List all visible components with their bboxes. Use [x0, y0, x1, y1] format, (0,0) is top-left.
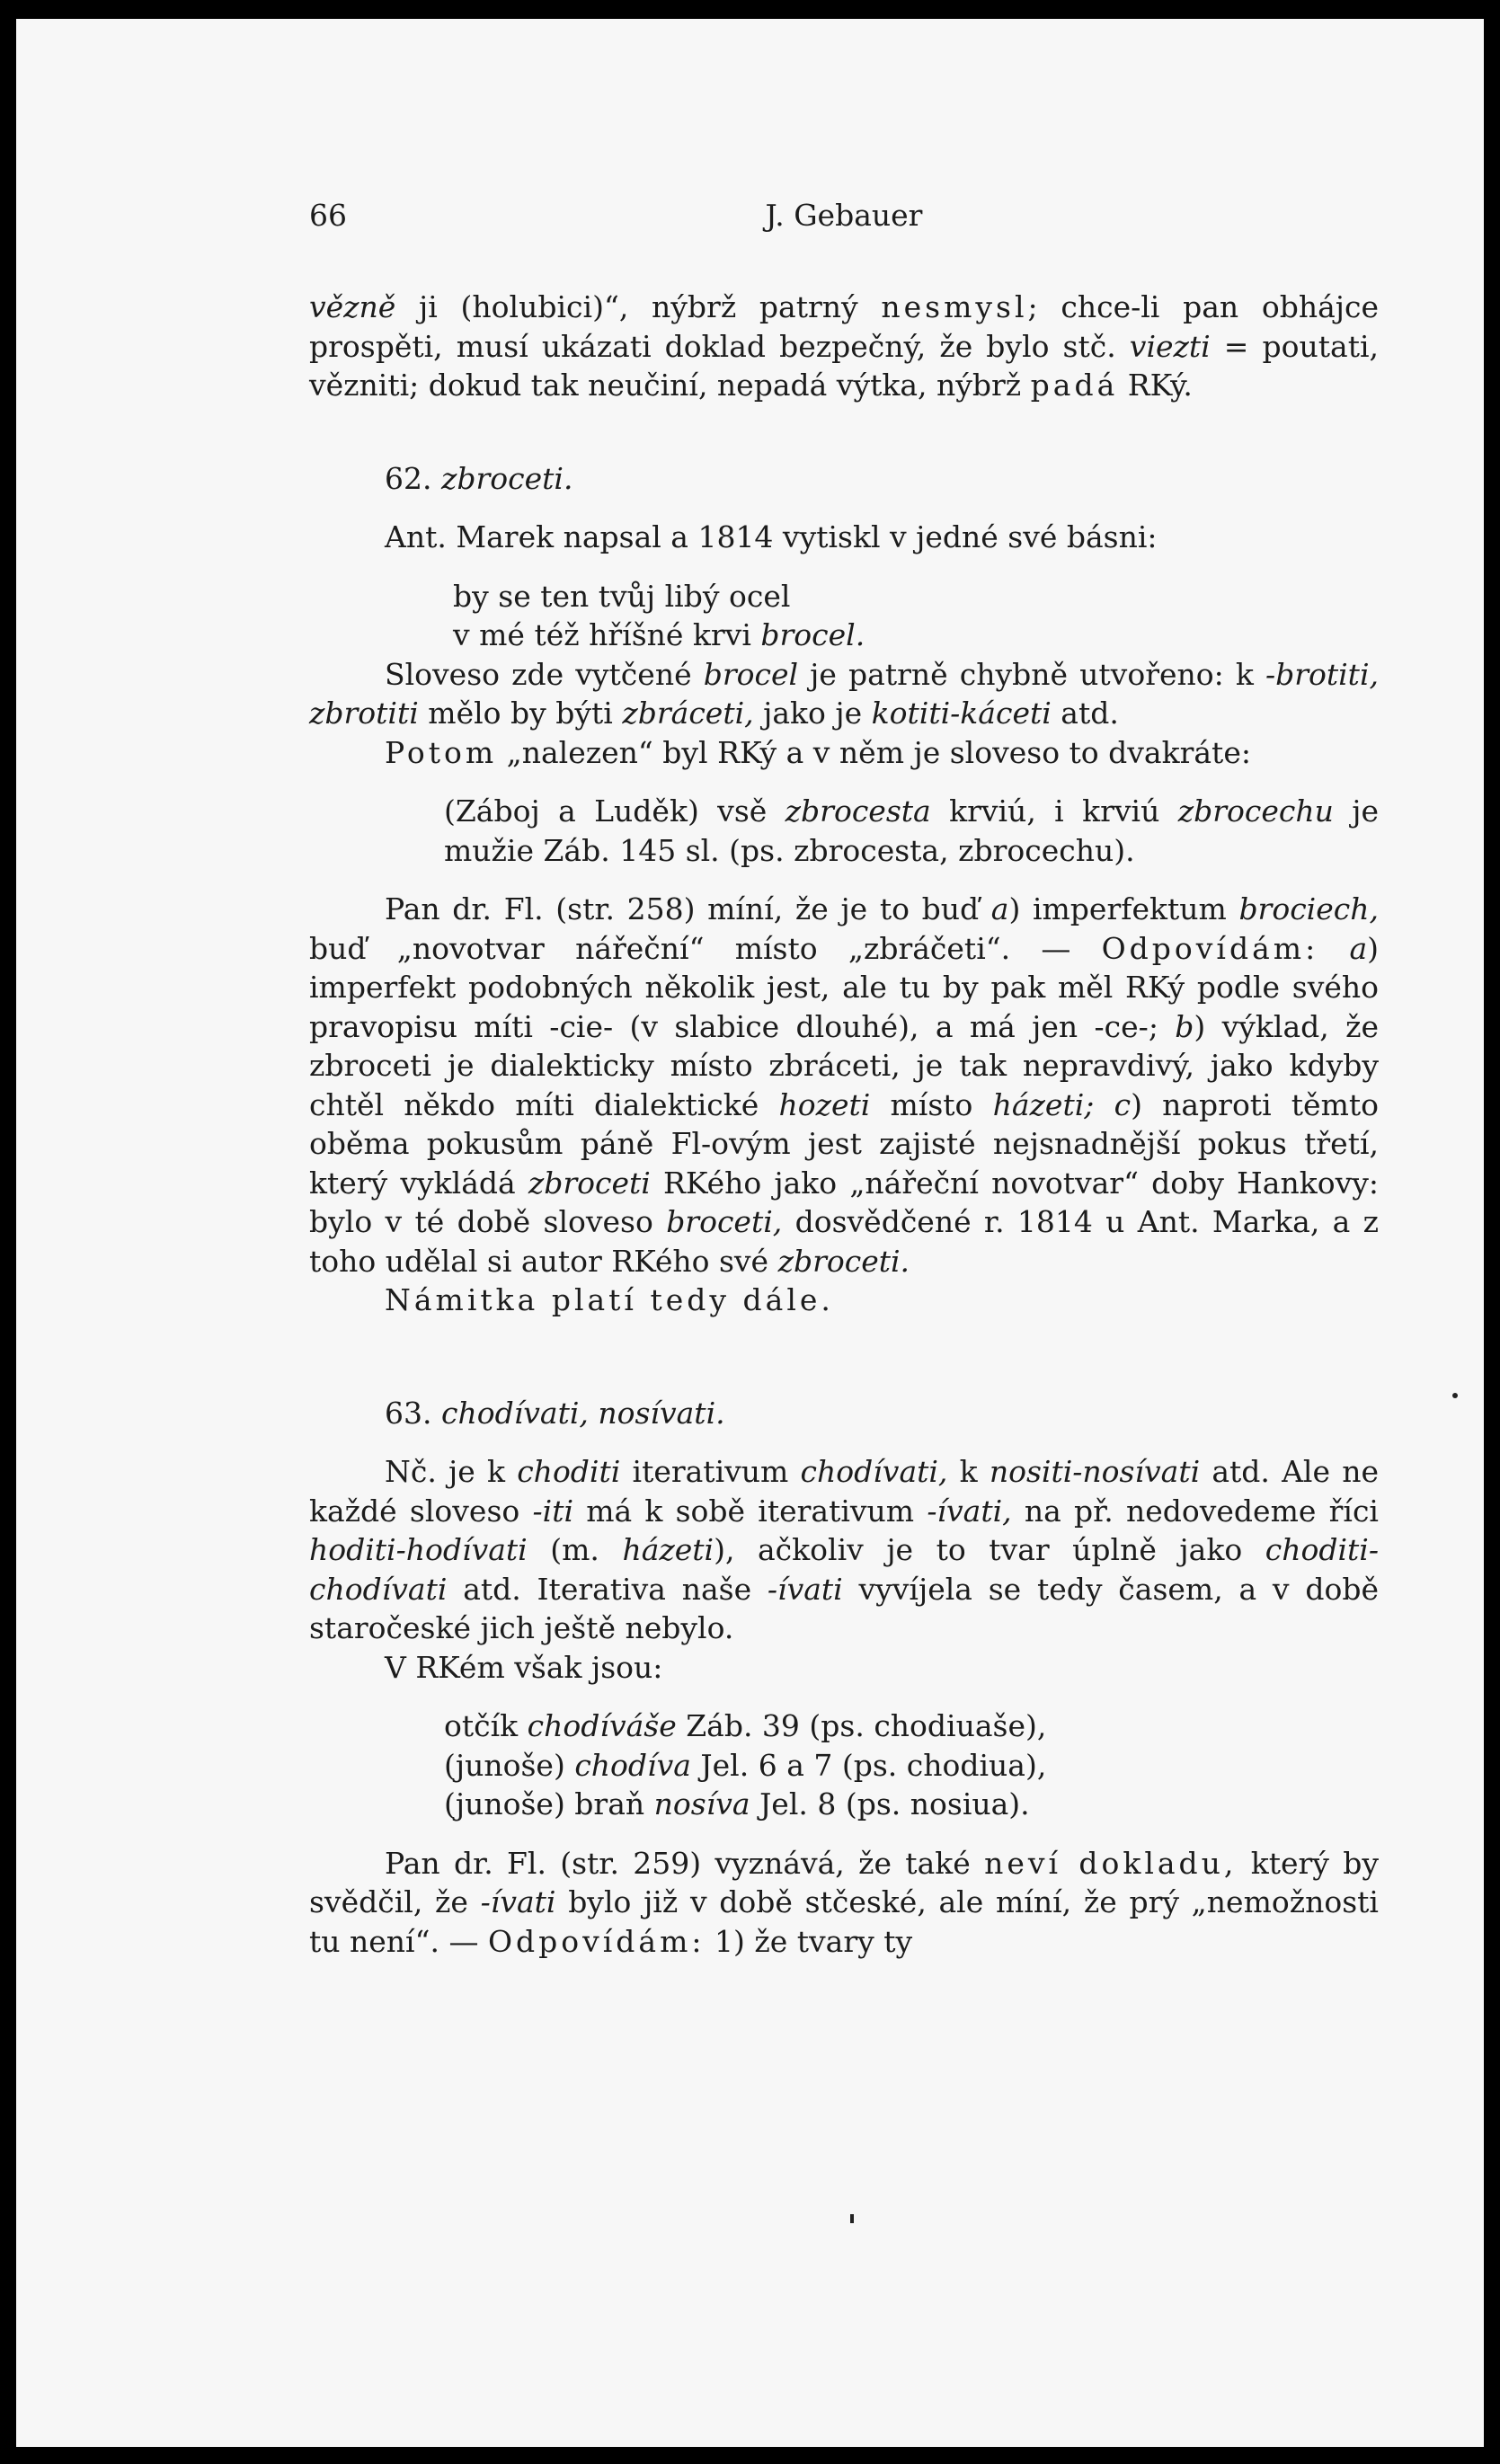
section-63-paragraph-2: V RKém však jsou: [385, 1649, 663, 1685]
section-62-paragraph-4: Pan dr. Fl. (str. 258) míní, že je to buď a) imperfektum brociech, buď „novotvar nářeční“ místo „zbráčeti“. — Odpovídám: a) imperfekt podobných několik jest, ale tu by pak měl RKý podle svého pravopisu míti -cie- (v slabice dlouhé), a má jen -ce-; b) výklad, že zbroceti je dialekticky místo zbráceti, je tak nepravdivý, jako kdyby chtěl někdo míti dialektické hozeti místo házeti; c) naproti těmto oběma pokusům páně Fl-ovým jest zajisté nejsnadnější pokus třetí, který vykládá zbroceti RKého jako „nářeční novotvar“ doby Hankovy: bylo v té době sloveso broceti, dosvědčené r. 1814 u Ant. Marka, a z toho udělal si autor RKého své zbroceti. [309, 891, 1380, 1279]
example-list [444, 1706, 1379, 1824]
section-63-paragraph-1: Nč. je k choditi iterativum chodívati, k nositi-nosívati atd. Ale ne každé sloveso -iti má k sobě iterativum -ívati, na př. nedovedeme říci hoditi-hodívati (m. házeti), ačkoliv je to tvar úplně jako choditi-chodívati atd. Iterativa naše -ívati vyvíjela se tedy časem, a v době staročeské jich ještě nebylo. [309, 1454, 1380, 1645]
section-62-paragraph-2: Sloveso zde vytčené brocel je patrně chybně utvořeno: k -brotiti, zbrotiti mělo by býti zbráceti, jako je kotiti-káceti atd. [309, 656, 1379, 731]
example-line-3: (junoše) braň nosíva Jel. 8 (ps. nosiua). [444, 1786, 1030, 1821]
page-header [309, 196, 1379, 239]
scan-speck [850, 2214, 854, 2223]
italic-word: viezti [1129, 328, 1211, 364]
section-number: 63. [385, 1395, 441, 1431]
text-run: ; chce-li pan obhájce prospěti, musí ukázati doklad bezpečný, že bylo stč. [309, 289, 1379, 364]
scan-edge [16, 16, 1484, 19]
spaced-emphasis: Odpovídám: [1101, 930, 1319, 966]
text-run: ji (holubici)“, nýbrž patrný [395, 289, 882, 324]
example-line-2: (junoše) chodíva Jel. 6 a 7 (ps. chodiua), [444, 1747, 1047, 1783]
running-title: J. Gebauer [765, 198, 923, 233]
page-number: 66 [309, 198, 347, 233]
section-number: 62. [385, 460, 441, 496]
italic-word: vězně [309, 289, 396, 324]
scanned-page [16, 16, 1484, 2447]
spaced-emphasis: neví dokladu, [984, 1845, 1238, 1881]
section-62-paragraph-1: Ant. Marek napsal a 1814 vytiskl v jedné své básni: [385, 519, 1158, 554]
spaced-emphasis: nesmysl [881, 289, 1028, 324]
scan-speck [1452, 1393, 1458, 1398]
section-63-paragraph-3: Pan dr. Fl. (str. 259) vyznává, že také neví dokladu, který by svědčil, že -ívati bylo již v době stčeské, ale míní, že prý „nemožnosti tu není“. — Odpovídám: 1) že tvary ty [309, 1845, 1379, 1959]
section-keyword: chodívati, nosívati. [440, 1395, 725, 1431]
spaced-emphasis: padá [1030, 368, 1119, 403]
verse-line-1: by se ten tvůj libý ocel [453, 578, 791, 614]
text-run: RKý. [1118, 368, 1193, 403]
example-line-1: otčík chodíváše Záb. 39 (ps. chodiuaše), [444, 1708, 1047, 1743]
section-62-conclusion: Námitka platí tedy dále. [385, 1282, 834, 1317]
verse-line-2 [453, 616, 1379, 655]
text-quote: (Záboj a Luděk) vsě zbrocesta krviú, i krviú zbrocechu je mužie Záb. 145 sl. (ps. zbrocesta, zbrocechu). [444, 793, 1379, 868]
section-keyword: zbroceti. [440, 460, 573, 496]
section-63-heading [309, 1394, 1379, 1433]
section-62-heading [309, 459, 1379, 499]
section-62-paragraph-3: Potom „nalezen“ byl RKý a v něm je sloveso to dvakráte: [385, 734, 1251, 770]
spaced-emphasis: Odpovídám: [487, 1923, 706, 1959]
page-body [309, 288, 1379, 1961]
intro-paragraph [309, 288, 1379, 405]
text-run: v mé též hříšné krvi [453, 617, 761, 652]
spaced-emphasis: Potom [385, 734, 498, 770]
italic-word: brocel. [760, 617, 865, 652]
verse-quote [453, 577, 1379, 655]
text-run: = poutati, vězniti; dokud tak neučiní, nepadá výtka, nýbrž [309, 328, 1379, 403]
